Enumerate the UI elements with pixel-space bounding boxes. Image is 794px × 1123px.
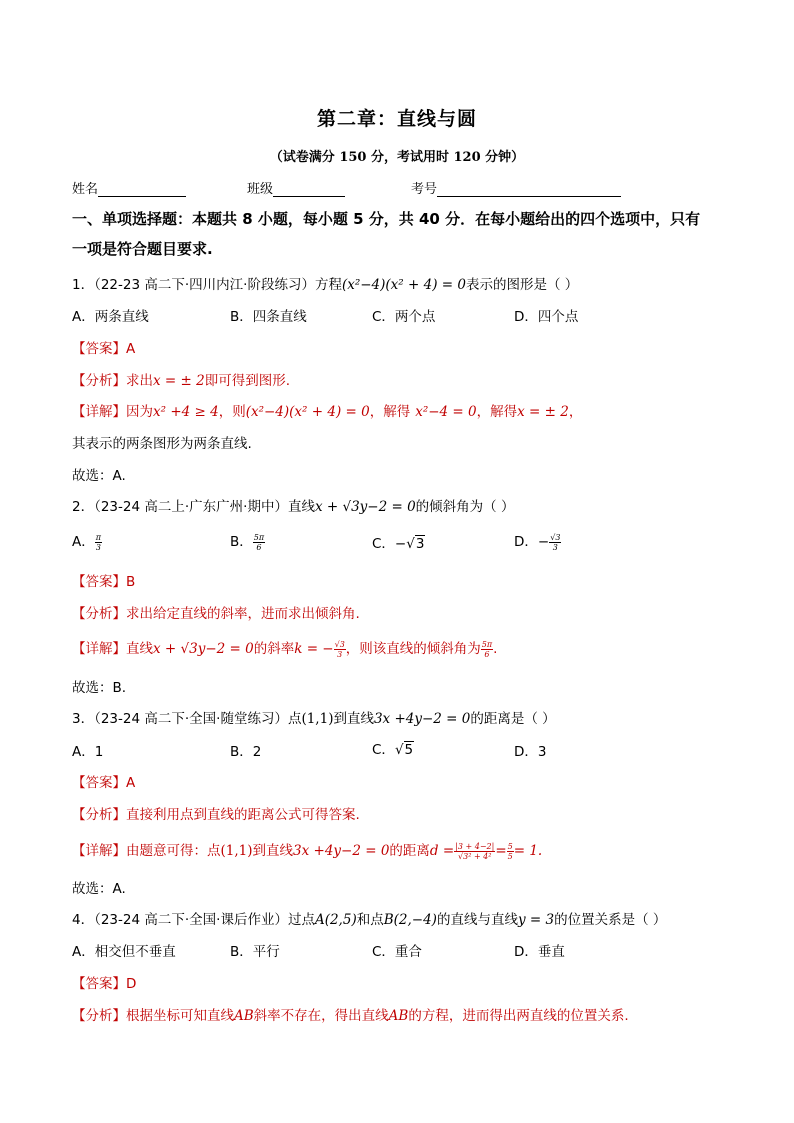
q4-analysis: 【分析】根据坐标可知直线AB斜率不存在，得出直线AB的方程，进而得出两直线的位置关系. [72, 1008, 629, 1024]
number-blank [437, 182, 621, 197]
q3-detail: 【详解】由题意可得：点(1,1)到直线3x +4y−2 = 0的距离d = $\frac{|3 + 4-2|}{\text{√3² + 4²}}$ = $\frac{5}{5}$ = 1. [72, 841, 543, 861]
q3-analysis: 【分析】直接利用点到直线的距离公式可得答案. [72, 807, 360, 823]
class-label: 班级 [247, 182, 274, 197]
q2-option-b: B． $\frac{5\pi}{6}$ [230, 532, 265, 552]
q3-option-d: D．3 [514, 744, 547, 760]
q1-analysis: 【分析】求出x = ± 2即可得到图形. [72, 373, 290, 389]
question-2-stem: 2．（23-24 高二上·广东广州·期中）直线x + √3y−2 = 0的倾斜角为（ ） [72, 499, 515, 515]
q2-analysis: 【分析】求出给定直线的斜率，进而求出倾斜角. [72, 606, 360, 622]
q2-answer: 【答案】B [72, 574, 136, 590]
section-heading-line2: 一项是符合题目要求. [72, 240, 213, 258]
q3-answer: 【答案】A [72, 775, 136, 791]
q3-option-a: A．1 [72, 744, 104, 760]
class-field [247, 178, 345, 197]
question-4-stem: 4．（23-24 高二下·全国·课后作业）过点A(2,5)和点B(2,−4)的直线与直线y = 3的位置关系是（ ） [72, 912, 667, 928]
q4-option-c: C．重合 [372, 944, 422, 960]
q4-option-a: A．相交但不垂直 [72, 944, 176, 960]
q1-option-a: A．两条直线 [72, 309, 149, 325]
q1-detail-line1: 【详解】因为x² +4 ≥ 4，则(x²−4)(x² + 4) = 0，解得 x²−4 = 0，解得x = ± 2， [72, 404, 583, 420]
q1-answer: 【答案】A [72, 341, 136, 357]
q1-option-d: D．四个点 [514, 309, 579, 325]
q1-option-c: C．两个点 [372, 309, 436, 325]
q1-detail-line2: 其表示的两条图形为两条直线. [72, 436, 252, 452]
q3-option-b: B．2 [230, 744, 262, 760]
q3-option-c: C．√5 [372, 742, 414, 758]
page-title: 第二章：直线与圆 [316, 108, 477, 130]
number-field [411, 178, 621, 197]
q2-detail: 【详解】直线x + √3y−2 = 0的斜率k = − $\frac{√3}{3}$ ，则该直线的倾斜角为 $\frac{5\pi}{6}$ . [72, 639, 498, 659]
q4-option-b: B．平行 [230, 944, 280, 960]
name-blank [98, 182, 186, 197]
q2-option-c: C．−√3 [372, 536, 425, 552]
q3-choose: 故选：A. [72, 881, 126, 897]
class-blank [273, 182, 345, 197]
name-label: 姓名 [72, 182, 99, 197]
question-1-stem: 1．（22-23 高二下·四川内江·阶段练习）方程(x²−4)(x² + 4) = 0表示的图形是（ ） [72, 277, 579, 293]
q4-answer: 【答案】D [72, 976, 137, 992]
q2-option-d: D．− $\frac{√3}{3}$ [514, 532, 561, 552]
number-label: 考号 [411, 182, 438, 197]
page-subtitle: （试卷满分 150 分，考试用时 120 分钟） [269, 150, 525, 165]
name-field [72, 178, 186, 197]
q4-option-d: D．垂直 [514, 944, 565, 960]
section-heading-line1: 一、单项选择题：本题共 8 小题，每小题 5 分，共 40 分．在每小题给出的四个选项中，只有 [72, 210, 701, 228]
q1-choose: 故选：A. [72, 468, 126, 484]
question-3-stem: 3．（23-24 高二下·全国·随堂练习）点(1,1)到直线3x +4y−2 = 0的距离是（ ） [72, 711, 556, 727]
q2-option-a: A． $\frac{\pi}{3}$ [72, 532, 102, 552]
q2-choose: 故选：B. [72, 680, 127, 696]
q1-option-b: B．四条直线 [230, 309, 307, 325]
